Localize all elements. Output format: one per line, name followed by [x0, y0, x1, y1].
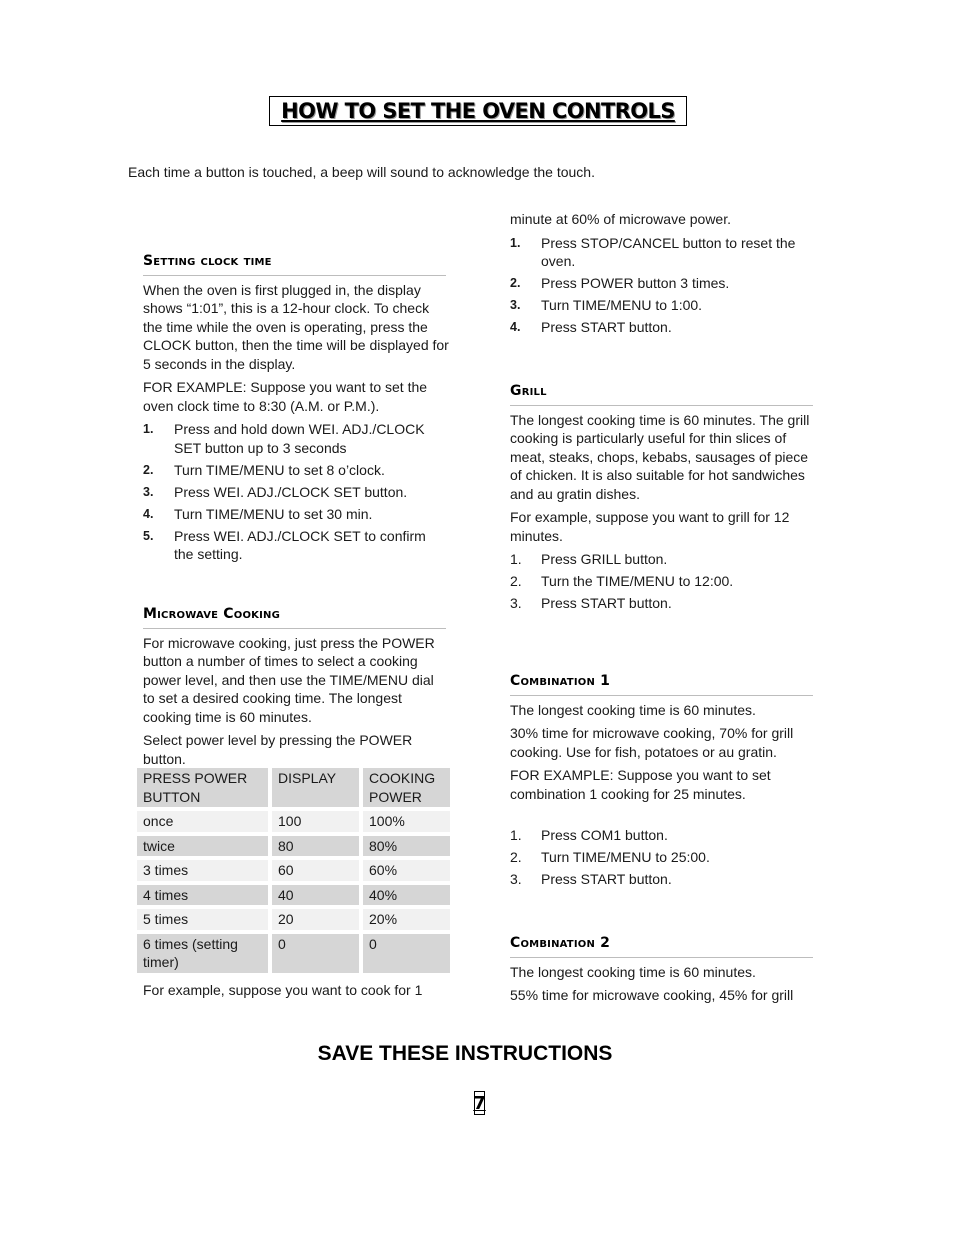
table-cell: 80%	[363, 836, 450, 857]
step-list	[510, 550, 816, 613]
microwave-example-start	[143, 981, 449, 1005]
table-row	[137, 860, 450, 881]
table-cell: 100%	[363, 811, 450, 832]
list-item: 4. Press START button.	[510, 319, 672, 335]
list-item: 2. Turn TIME/MENU to set 8 o’clock.	[143, 461, 385, 478]
paragraph: Select power level by pressing the POWER button.	[143, 732, 413, 767]
section-combination-2	[510, 934, 816, 1010]
section-heading: Combination 2	[510, 934, 813, 958]
table-cell: 60%	[363, 860, 450, 881]
section-heading: Microwave Cooking	[143, 605, 446, 629]
list-item: 1. Press GRILL button.	[510, 551, 668, 567]
section-heading: Combination 1	[510, 672, 813, 696]
paragraph: For example, suppose you want to cook for 1	[143, 982, 423, 998]
table-cell: 40	[272, 885, 363, 906]
table-cell: 4 times	[137, 885, 272, 906]
list-item: 1. Press COM1 button.	[510, 827, 668, 843]
table-header-cell: PRESS POWER BUTTON	[137, 768, 272, 807]
paragraph: The longest cooking time is 60 minutes. The grill cooking is particularly useful for thin slices of meat, steaks, chops, kebabs, sausages of piece of chicken. It is also suitable for hot sandwiches and au gratin dishes.	[510, 411, 810, 502]
paragraph: 55% time for microwave cooking, 45% for grill	[510, 987, 794, 1003]
section-microwave-cooking	[143, 605, 449, 768]
paragraph: When the oven is first plugged in, the display shows “1:01”, this is a 12-hour clock. To check the time while the oven is operating, press the CLOCK button, then the time will be displayed for 5 seconds in the display.	[143, 281, 449, 372]
table-cell: once	[137, 811, 272, 832]
table-header-cell: DISPLAY	[272, 768, 363, 807]
paragraph: For microwave cooking, just press the POWER button a number of times to select a cooking power level, and then use the TIME/MENU dial to set a desired cooking time. The longest cooking time is 60 minutes.	[143, 634, 435, 725]
list-item: 2. Press POWER button 3 times.	[510, 275, 730, 291]
list-item: 2. Turn the TIME/MENU to 12:00.	[510, 573, 734, 589]
table-cell: twice	[137, 836, 272, 857]
list-item: 3. Press START button.	[510, 595, 672, 611]
paragraph: 30% time for microwave cooking, 70% for grill cooking. Use for fish, potatoes or au gratin.	[510, 725, 794, 760]
list-item: 3. Press WEI. ADJ./CLOCK SET button.	[143, 483, 408, 500]
page-title-box	[269, 96, 687, 126]
table-cell: 60	[272, 860, 363, 881]
step-list	[143, 420, 449, 564]
section-grill	[510, 382, 816, 616]
table-row	[137, 836, 450, 857]
microwave-example-continued	[510, 210, 816, 340]
paragraph: The longest cooking time is 60 minutes.	[510, 701, 756, 718]
table-cell: 5 times	[137, 909, 272, 930]
table-cell: 20	[272, 909, 363, 930]
table-cell: 3 times	[137, 860, 272, 881]
table-cell: 0	[363, 934, 450, 973]
list-item: 3. Press START button.	[510, 871, 672, 887]
step-list	[510, 826, 816, 889]
table-row	[137, 934, 450, 973]
table-cell: 80	[272, 836, 363, 857]
paragraph: For example, suppose you want to grill for 12 minutes.	[510, 509, 790, 544]
section-heading: Setting clock time	[143, 252, 446, 276]
table-row	[137, 909, 450, 930]
table-cell: 0	[272, 934, 363, 973]
list-item: 5. Press WEI. ADJ./CLOCK SET to confirm the setting.	[143, 527, 426, 562]
list-item: 2. Turn TIME/MENU to 25:00.	[510, 849, 710, 865]
save-instructions-footer: SAVE THESE INSTRUCTIONS	[317, 1042, 613, 1065]
section-setting-clock	[143, 252, 449, 567]
paragraph: FOR EXAMPLE: Suppose you want to set combination 1 cooking for 25 minutes.	[510, 767, 771, 802]
table-header-cell: COOKING POWER	[363, 768, 450, 807]
table-row	[137, 811, 450, 832]
list-item: 3. Turn TIME/MENU to 1:00.	[510, 297, 703, 313]
paragraph: The longest cooking time is 60 minutes.	[510, 963, 756, 980]
table-cell: 20%	[363, 909, 450, 930]
page-title: HOW TO SET THE OVEN CONTROLS	[281, 99, 675, 123]
table-header-row	[137, 768, 450, 807]
page-number: 7	[473, 1092, 486, 1114]
intro-text: Each time a button is touched, a beep will sound to acknowledge the touch.	[128, 164, 595, 180]
table-row	[137, 885, 450, 906]
table-cell: 40%	[363, 885, 450, 906]
table-cell: 6 times (setting timer)	[137, 934, 272, 973]
list-item: 1. Press and hold down WEI. ADJ./CLOCK SET button up to 3 seconds	[143, 421, 425, 456]
list-item: 4. Turn TIME/MENU to set 30 min.	[143, 505, 373, 522]
paragraph: FOR EXAMPLE: Suppose you want to set the oven clock time to 8:30 (A.M. or P.M.).	[143, 379, 428, 414]
paragraph: minute at 60% of microwave power.	[510, 211, 731, 227]
power-level-table	[137, 764, 450, 977]
section-combination-1	[510, 672, 816, 892]
table-cell: 100	[272, 811, 363, 832]
step-list	[510, 234, 816, 337]
section-heading: Grill	[510, 382, 813, 406]
list-item: 1. Press STOP/CANCEL button to reset the oven.	[510, 234, 796, 269]
